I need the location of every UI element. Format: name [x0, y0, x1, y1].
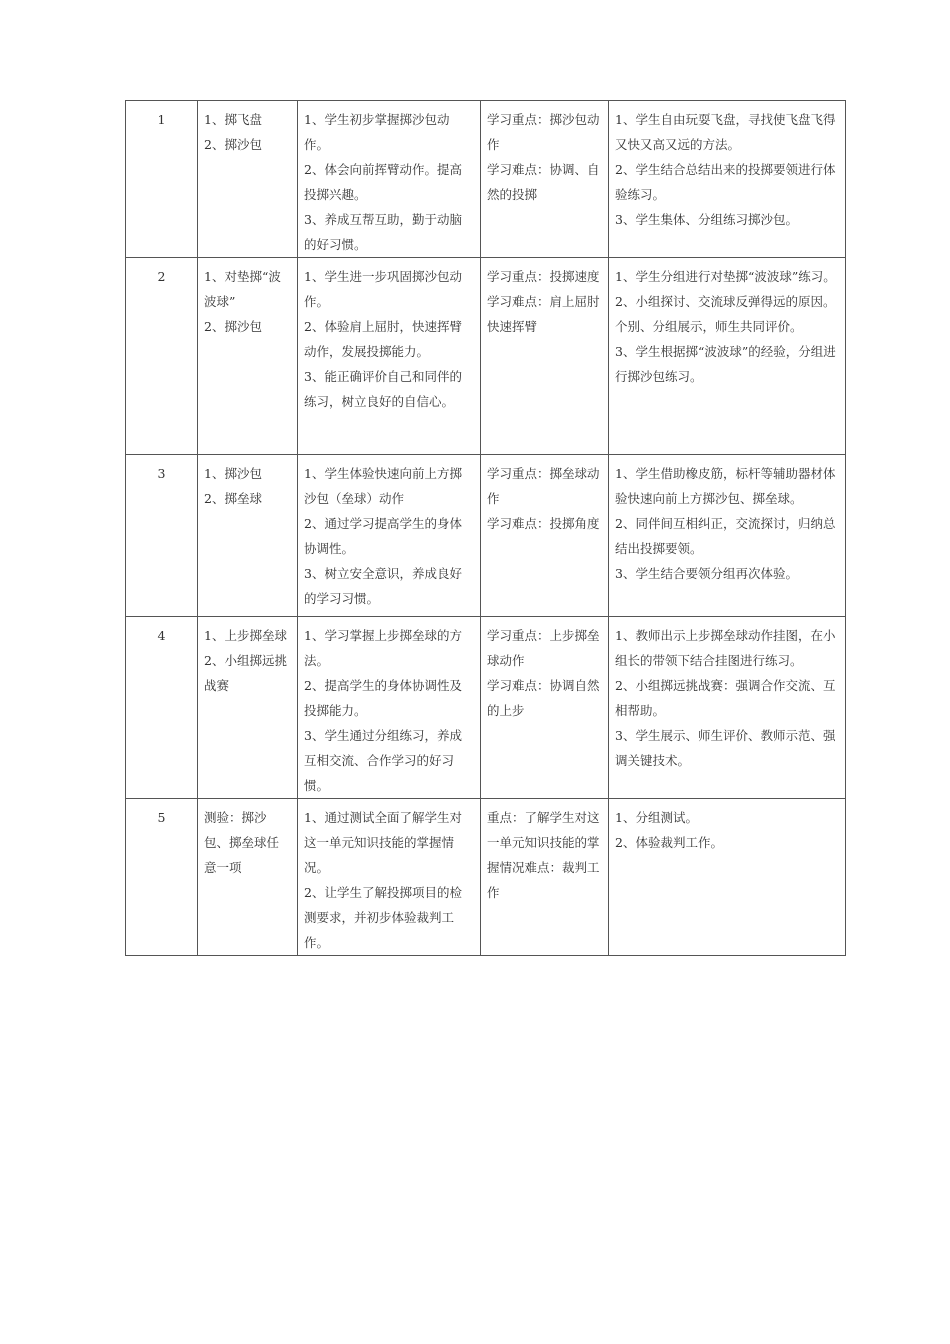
content-line: 1、掷飞盘	[204, 112, 262, 127]
goal-line: 1、学生进一步巩固掷沙包动作。	[304, 269, 462, 309]
activity-line: 2、同伴间互相纠正，交流探讨，归纳总结出投掷要领。	[615, 516, 836, 556]
key-line: 学习重点：掷垒球动作	[487, 466, 600, 506]
goal-line: 1、学生初步掌握掷沙包动作。	[304, 112, 450, 152]
table-row	[126, 455, 846, 617]
table-row	[126, 101, 846, 258]
activity-line: 3、学生结合要领分组再次体验。	[615, 566, 798, 581]
lesson-number: 1	[126, 101, 198, 258]
key-line: 学习难点：协调、自然的投掷	[487, 162, 600, 202]
lesson-activities	[609, 799, 846, 956]
activity-line: 2、小组探讨、交流球反弹得远的原因。个别、分组展示，师生共同评价。	[615, 294, 836, 334]
activity-line: 1、分组测试。	[615, 810, 698, 825]
goal-line: 2、体会向前挥臂动作。提高投掷兴趣。	[304, 162, 462, 202]
table-row	[126, 799, 846, 956]
key-line: 学习重点：掷沙包动作	[487, 112, 600, 152]
lesson-activities	[609, 455, 846, 617]
activity-line: 2、体验裁判工作。	[615, 835, 723, 850]
content-line: 1、掷沙包	[204, 466, 262, 481]
activity-line: 1、学生借助橡皮筋，标杆等辅助器材体验快速向前上方掷沙包、掷垒球。	[615, 466, 836, 506]
lesson-keys	[481, 258, 609, 455]
goal-line: 2、提高学生的身体协调性及投掷能力。	[304, 678, 462, 718]
lesson-plan-table	[125, 100, 846, 956]
activity-line: 2、小组掷远挑战赛：强调合作交流、互相帮助。	[615, 678, 836, 718]
goal-line: 2、体验肩上屈肘，快速挥臂动作，发展投掷能力。	[304, 319, 462, 359]
key-line: 学习难点：投掷角度	[487, 516, 600, 531]
lesson-activities	[609, 258, 846, 455]
content-line: 2、小组掷远挑战赛	[204, 653, 287, 693]
content-line: 测验：掷沙包、掷垒球任意一项	[204, 810, 280, 875]
lesson-number: 3	[126, 455, 198, 617]
content-line: 1、上步掷垒球	[204, 628, 287, 643]
goal-line: 3、树立安全意识，养成良好的学习习惯。	[304, 566, 462, 606]
activity-line: 3、学生展示、师生评价、教师示范、强调关键技术。	[615, 728, 836, 768]
lesson-content	[198, 799, 298, 956]
goal-line: 1、学习掌握上步掷垒球的方法。	[304, 628, 462, 668]
lesson-activities	[609, 101, 846, 258]
activity-line: 2、学生结合总结出来的投掷要领进行体验练习。	[615, 162, 836, 202]
table-row	[126, 258, 846, 455]
lesson-goals	[298, 617, 481, 799]
lesson-goals	[298, 799, 481, 956]
key-line: 学习难点：协调自然的上步	[487, 678, 600, 718]
lesson-keys	[481, 799, 609, 956]
lesson-content	[198, 258, 298, 455]
content-line: 2、掷垒球	[204, 491, 262, 506]
table-row	[126, 617, 846, 799]
key-line: 学习重点：投掷速度	[487, 269, 600, 284]
goal-line: 2、让学生了解投掷项目的检测要求，并初步体验裁判工作。	[304, 885, 462, 950]
lesson-number: 5	[126, 799, 198, 956]
goal-line: 3、能正确评价自己和同伴的练习，树立良好的自信心。	[304, 369, 462, 409]
activity-line: 3、学生根据掷“波波球”的经验，分组进行掷沙包练习。	[615, 344, 836, 384]
content-line: 1、对垫掷“波波球”	[204, 269, 281, 309]
lesson-content	[198, 101, 298, 258]
key-line: 学习重点：上步掷垒球动作	[487, 628, 600, 668]
lesson-keys	[481, 455, 609, 617]
activity-line: 3、学生集体、分组练习掷沙包。	[615, 212, 798, 227]
lesson-content	[198, 617, 298, 799]
lesson-keys	[481, 101, 609, 258]
lesson-activities	[609, 617, 846, 799]
lesson-goals	[298, 101, 481, 258]
lesson-keys	[481, 617, 609, 799]
goal-line: 1、学生体验快速向前上方掷沙包（垒球）动作	[304, 466, 462, 506]
lesson-goals	[298, 455, 481, 617]
content-line: 2、掷沙包	[204, 319, 262, 334]
content-line: 2、掷沙包	[204, 137, 262, 152]
goal-line: 2、通过学习提高学生的身体协调性。	[304, 516, 462, 556]
lesson-goals	[298, 258, 481, 455]
key-line: 学习难点：肩上屈肘快速挥臂	[487, 294, 600, 334]
goal-line: 3、学生通过分组练习，养成互相交流、合作学习的好习惯。	[304, 728, 462, 793]
activity-line: 1、学生自由玩耍飞盘，寻找使飞盘飞得又快又高又远的方法。	[615, 112, 836, 152]
lesson-content	[198, 455, 298, 617]
activity-line: 1、学生分组进行对垫掷“波波球”练习。	[615, 269, 836, 284]
goal-line: 3、养成互帮互助，勤于动脑的好习惯。	[304, 212, 462, 252]
activity-line: 1、教师出示上步掷垒球动作挂图，在小组长的带领下结合挂图进行练习。	[615, 628, 836, 668]
goal-line: 1、通过测试全面了解学生对这一单元知识技能的掌握情况。	[304, 810, 462, 875]
lesson-number: 4	[126, 617, 198, 799]
key-line: 重点：了解学生对这一单元知识技能的掌握情况难点：裁判工作	[487, 810, 600, 900]
lesson-number: 2	[126, 258, 198, 455]
